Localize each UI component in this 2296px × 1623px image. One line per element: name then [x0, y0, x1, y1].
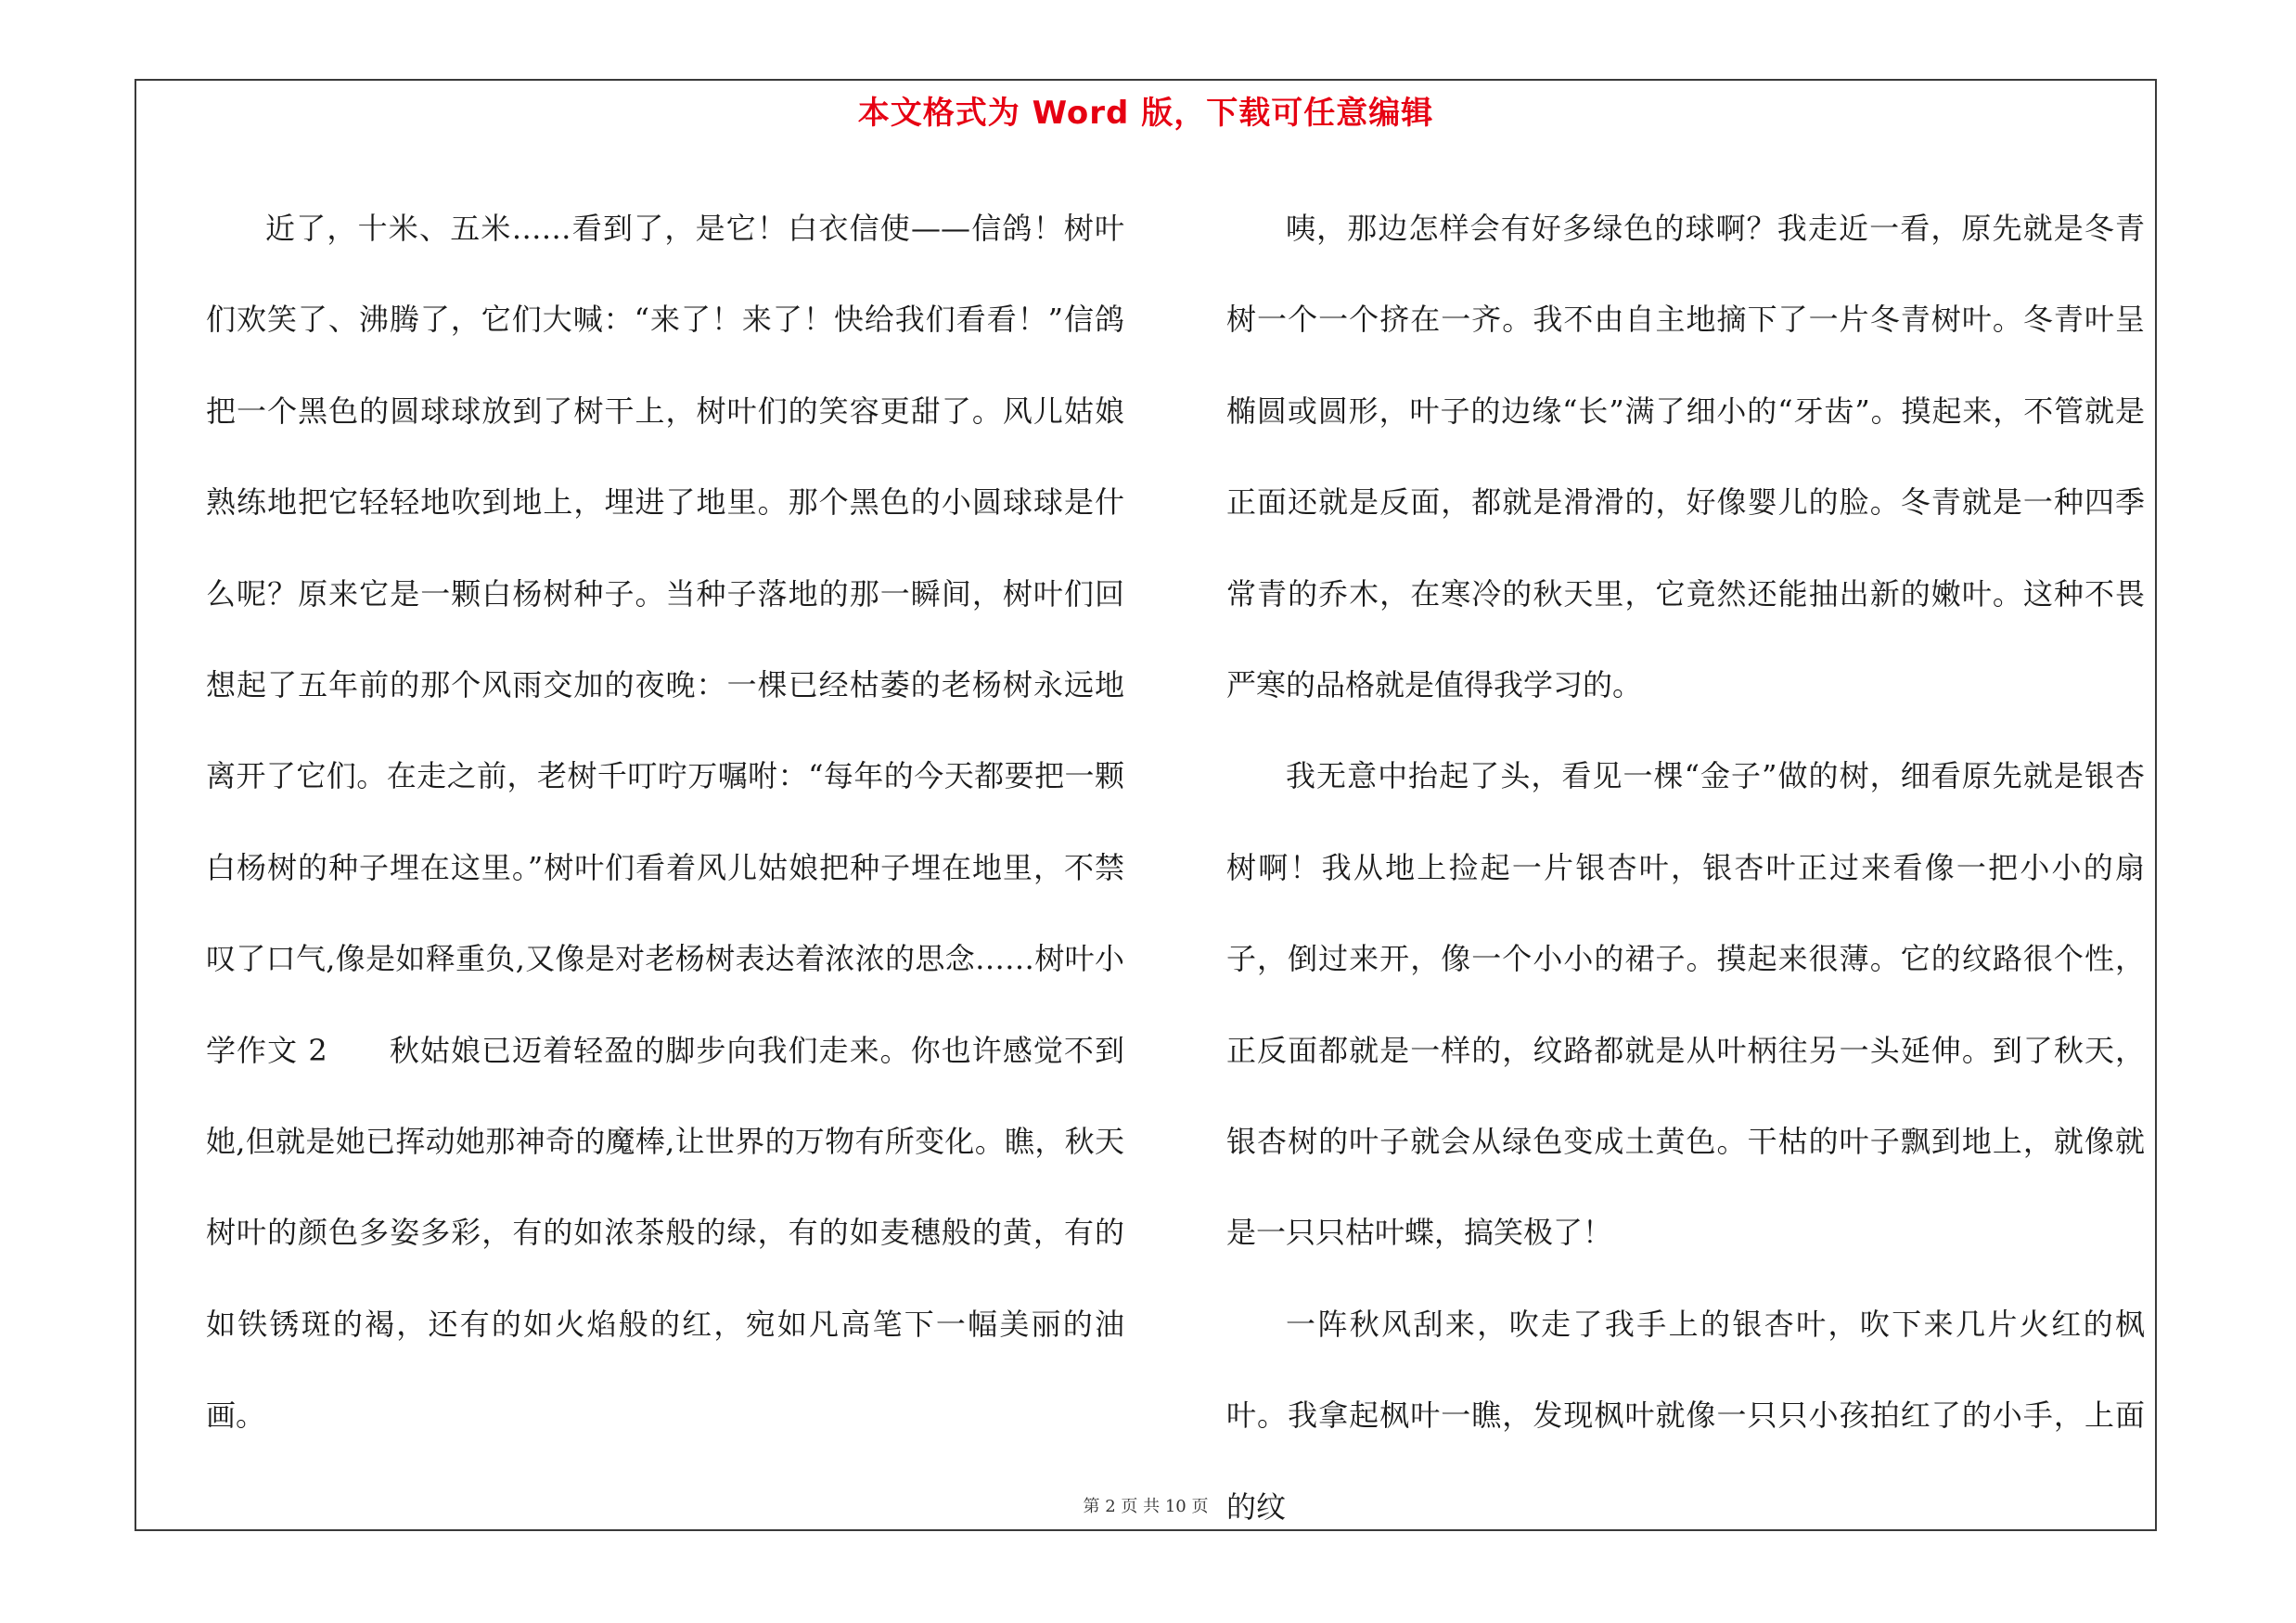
- right-text-column: [1226, 183, 2145, 1552]
- paragraph: 我无意中抬起了头，看见一棵“金子”做的树，细看原先就是银杏树啊！我从地上捡起一片银杏叶，银杏叶正过来看像一把小小的扇子，倒过来开，像一个小小的裙子。摸起来很薄。它的纹路很个性，正反面都就是一样的，纹路都就是从叶柄往另一头延伸。到了秋天，银杏树的叶子就会从绿色变成土黄色。干枯的叶子飘到地上，就像就是一只只枯叶蝶，搞笑极了！: [1226, 758, 2145, 1251]
- paragraph: 咦，那边怎样会有好多绿色的球啊？我走近一看，原先就是冬青树一个一个挤在一齐。我不由自主地摘下了一片冬青树叶。冬青叶呈椭圆或圆形，叶子的边缘“长”满了细小的“牙齿”。摸起来，不管就是正面还就是反面，都就是滑滑的，好像婴儿的脸。冬青就是一种四季常青的乔木，在寒冷的秋天里，它竟然还能抽出新的嫩叶。这种不畏严寒的品格就是值得我学习的。: [1226, 211, 2145, 703]
- document-page: [135, 79, 2157, 1531]
- paragraph: 一阵秋风刮来，吹走了我手上的银杏叶，吹下来几片火红的枫叶。我拿起枫叶一瞧，发现枫叶就像一只只小孩拍红了的小手，上面的纹: [1226, 1306, 2145, 1525]
- page-number-footer: 第 2 页 共 10 页: [1083, 1497, 1209, 1516]
- format-banner: 本文格式为 Word 版，下载可任意编辑: [857, 95, 1434, 132]
- left-text-column: [206, 183, 1124, 1462]
- paragraph: 近了，十米、五米……看到了，是它！白衣信使——信鸽！树叶们欢笑了、沸腾了，它们大喊：“来了！来了！快给我们看看！”信鸽把一个黑色的圆球球放到了树干上，树叶们的笑容更甜了。风儿姑娘熟练地把它轻轻地吹到地上，埋进了地里。那个黑色的小圆球球是什么呢？原来它是一颗白杨树种子。当种子落地的那一瞬间，树叶们回想起了五年前的那个风雨交加的夜晚：一棵已经枯萎的老杨树永远地离开了它们。在走之前，老树千叮咛万嘱咐：“每年的今天都要把一颗白杨树的种子埋在这里。”树叶们看着风儿姑娘把种子埋在地里，不禁叹了口气,像是如释重负,又像是对老杨树表达着浓浓的思念……树叶小学作文 2 秋姑娘已迈着轻盈的脚步向我们走来。你也许感觉不到她,但就是她已挥动她那神奇的魔棒,让世界的万物有所变化。瞧，秋天树叶的颜色多姿多彩，有的如浓茶般的绿，有的如麦穗般的黄，有的如铁锈斑的褐，还有的如火焰般的红，宛如凡高笔下一幅美丽的油画。: [206, 211, 1124, 1434]
